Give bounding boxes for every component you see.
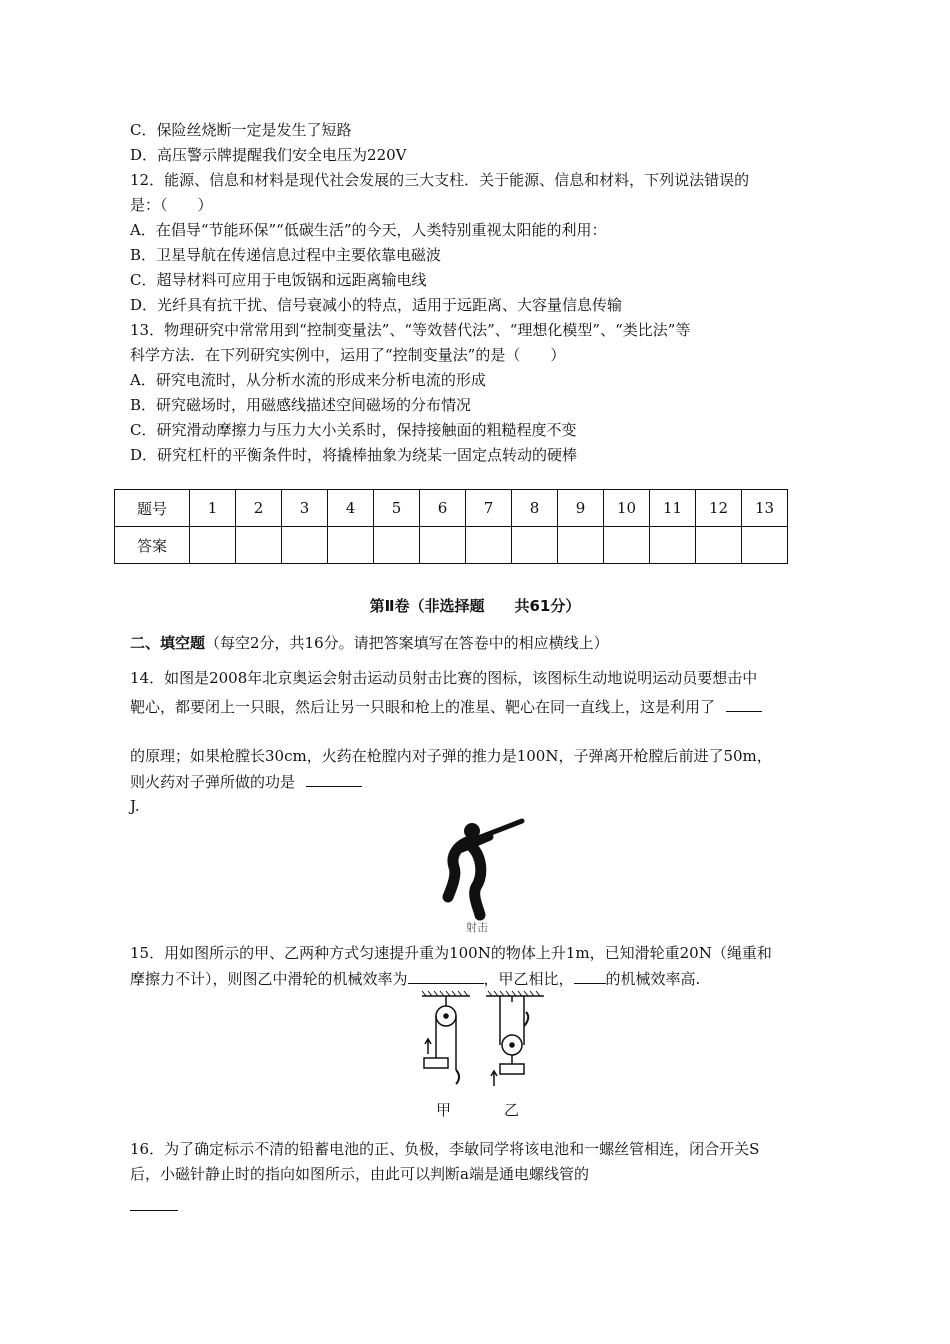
q13-stem-line2: 科学方法．在下列研究实例中，运用了“控制变量法”的是（ ）: [130, 346, 566, 364]
answer-cell[interactable]: [742, 527, 788, 564]
q15-line2-a: 摩擦力不计），则图乙中滑轮的机械效率为: [130, 970, 408, 988]
pulley-diagram: [420, 990, 550, 1100]
q12-option-a: A．在倡导“节能环保”“低碳生活”的今天，人类特别重视太阳能的利用：: [130, 221, 607, 239]
answer-table-number: 1: [190, 490, 236, 527]
q11-option-d: D．高压警示牌提醒我们安全电压为220V: [130, 146, 407, 164]
q14-line2-row: [130, 696, 762, 717]
section-heading-bold: 二、填空题: [130, 634, 206, 652]
q15-line2-row: [130, 968, 700, 989]
answer-table-number: 2: [236, 490, 282, 527]
section-heading: [130, 633, 609, 653]
q15-line2-c: 的机械效率高.: [605, 970, 701, 988]
q13-option-c: C．研究滑动摩擦力与压力大小关系时，保持接触面的粗糙程度不变: [130, 421, 577, 439]
q15-blank-efficiency[interactable]: [408, 968, 484, 984]
answer-cell[interactable]: [558, 527, 604, 564]
answer-cell[interactable]: [512, 527, 558, 564]
answer-table: [114, 489, 788, 564]
answer-table-number: 8: [512, 490, 558, 527]
answer-table-number: 10: [604, 490, 650, 527]
answer-cell[interactable]: [328, 527, 374, 564]
q15-blank-compare[interactable]: [574, 968, 606, 984]
answer-table-number: 11: [650, 490, 696, 527]
q13-option-b: B．研究磁场时，用磁感线描述空间磁场的分布情况: [130, 396, 472, 414]
q16-line2: 后，小磁针静止时的指向如图所示，由此可以判断a端是通电螺线管的: [130, 1165, 589, 1183]
q14-line1: 14．如图是2008年北京奥运会射击运动员射击比赛的图标，该图标生动地说明运动员要想击中: [130, 669, 758, 687]
section-title: 第Ⅱ卷（非选择题 共61分）: [369, 597, 581, 615]
answer-table-number: 4: [328, 490, 374, 527]
pulley-label-yi: 乙: [504, 1101, 520, 1119]
shooting-caption: 射击: [466, 921, 488, 934]
answer-table-answer-header: 答案: [115, 527, 190, 564]
q13-option-d: D．研究杠杆的平衡条件时，将撬棒抽象为绕某一固定点转动的硬棒: [130, 446, 578, 464]
shooting-pictogram: [430, 815, 530, 935]
answer-cell[interactable]: [282, 527, 328, 564]
answer-table-answer-row: [115, 527, 788, 564]
q14-line5: J.: [130, 797, 140, 815]
q16-blank-pole[interactable]: [130, 1195, 178, 1211]
answer-cell[interactable]: [604, 527, 650, 564]
q12-stem-line1: 12．能源、信息和材料是现代社会发展的三大支柱．关于能源、信息和材料，下列说法错误的: [130, 171, 750, 189]
q13-option-a: A．研究电流时，从分析水流的形成来分析电流的形成: [130, 371, 486, 389]
q14-blank-work[interactable]: [306, 771, 362, 787]
answer-table-number: 13: [742, 490, 788, 527]
q16-line1: 16．为了确定标示不清的铅蓄电池的正、负极，李敏同学将该电池和一螺丝管相连，闭合开关S: [130, 1140, 760, 1158]
answer-table-number: 6: [420, 490, 466, 527]
answer-table-number-header: 题号: [115, 490, 190, 527]
q12-option-b: B．卫星导航在传递信息过程中主要依靠电磁波: [130, 246, 442, 264]
answer-cell[interactable]: [374, 527, 420, 564]
answer-cell[interactable]: [190, 527, 236, 564]
q12-stem-line2: 是：（ ）: [130, 196, 213, 214]
answer-cell[interactable]: [696, 527, 742, 564]
q14-line4-row: [130, 771, 362, 792]
q14-line4: 则火药对子弹所做的功是: [130, 773, 296, 791]
answer-cell[interactable]: [650, 527, 696, 564]
answer-cell[interactable]: [420, 527, 466, 564]
q15-line2-b: ，甲乙相比，: [483, 970, 574, 988]
pulley-label-jia: 甲: [436, 1101, 452, 1119]
answer-table-number: 7: [466, 490, 512, 527]
q15-line1: 15．用如图所示的甲、乙两种方式匀速提升重为100N的物体上升1m，已知滑轮重20N（绳重和: [130, 944, 772, 962]
section-heading-note: （每空2分，共16分。请把答案填写在答卷中的相应横线上）: [205, 634, 609, 652]
q12-option-c: C．超导材料可应用于电饭锅和远距离输电线: [130, 271, 427, 289]
weight-block-icon: [424, 1058, 448, 1068]
q16-blank-row: [130, 1195, 178, 1216]
weight-block-icon: [500, 1064, 524, 1074]
q12-option-d: D．光纤具有抗干扰、信号衰减小的特点，适用于远距离、大容量信息传输: [130, 296, 623, 314]
answer-table-number: 9: [558, 490, 604, 527]
answer-table-number: 3: [282, 490, 328, 527]
answer-table-number-row: [115, 490, 788, 527]
q14-line2: 靶心，都要闭上一只眼，然后让另一只眼和枪上的准星、靶心在同一直线上，这是利用了: [130, 698, 716, 716]
q14-line3: 的原理；如果枪膛长30cm，火药在枪膛内对子弹的推力是100N，子弹离开枪膛后前进了50m，: [130, 747, 772, 765]
answer-table-number: 12: [696, 490, 742, 527]
answer-table-number: 5: [374, 490, 420, 527]
answer-cell[interactable]: [236, 527, 282, 564]
answer-cell[interactable]: [466, 527, 512, 564]
q13-stem-line1: 13．物理研究中常常用到“控制变量法”、“等效替代法”、“理想化模型”、“类比法”等: [130, 321, 691, 339]
q14-blank-principle[interactable]: [726, 696, 762, 712]
q11-option-c: C．保险丝烧断一定是发生了短路: [130, 121, 352, 139]
